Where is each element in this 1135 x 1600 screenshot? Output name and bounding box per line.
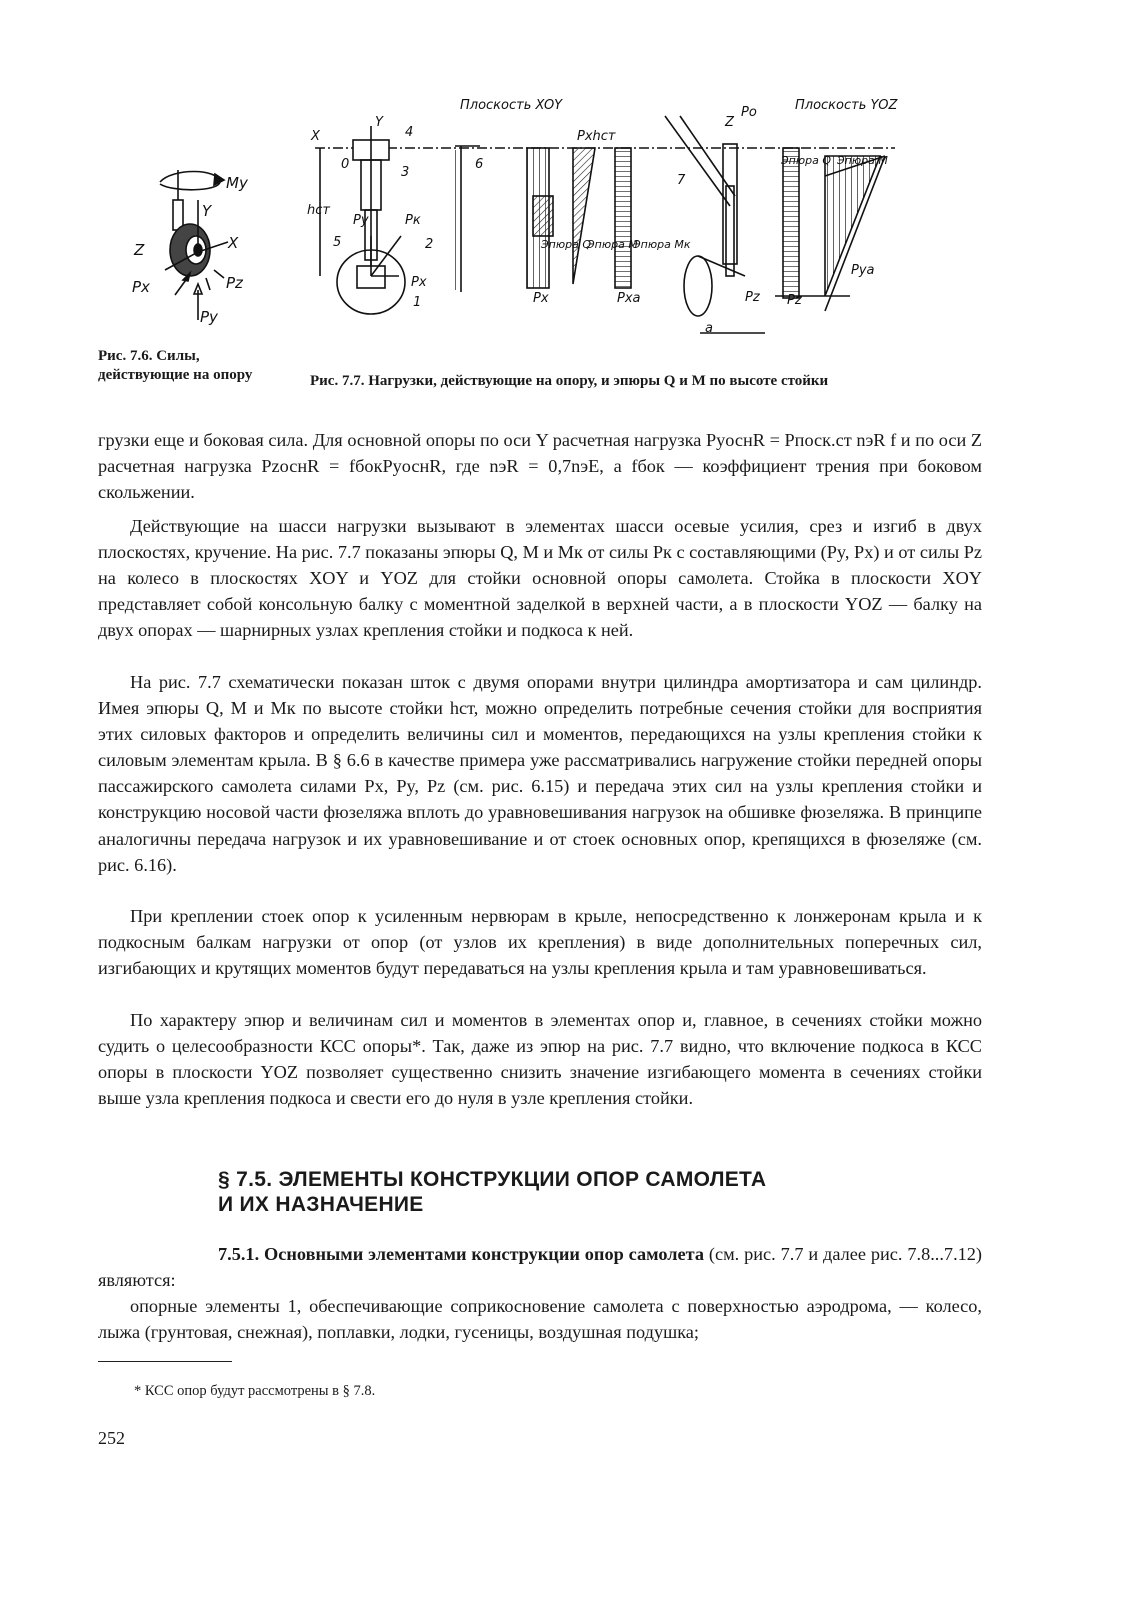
label-epm2: Эпюра M (837, 154, 888, 167)
paragraph-6-lead: 7.5.1. Основными элементами конструкции опор самолета (218, 1244, 704, 1264)
label-hcm: hст (307, 203, 330, 218)
figure-7-6-drawing (120, 160, 270, 335)
label-z: Z (725, 115, 734, 130)
label-n3: 3 (401, 165, 410, 180)
label-pxa: Pxa (617, 291, 641, 306)
label-pxhcm: Pxhст (577, 129, 616, 144)
label-x: X (311, 129, 320, 144)
label-plane-yoz: Плоскость YOZ (795, 98, 898, 113)
footnote-rule (98, 1361, 232, 1362)
label-epq: Эпюра Q (541, 238, 592, 251)
label-px2: Px (533, 291, 549, 306)
paragraph-5: По характеру эпюр и величинам сил и моментов в элементах опор и, главное, в сечениях стойки можно судить о целесообразности КСС опоры*. Так, даже из эпюр на рис. 7.7 видно, что включение подкоса в КСС опоры в плоскости YOZ позволяет существенно снизить значение изгибающего момента в сечениях стойки выше узла крепления подкоса и свести его до нуля в узле крепления стойки. (98, 1010, 982, 1109)
label-epm: Эпюра M (587, 238, 638, 251)
label-n7: 7 (677, 173, 686, 188)
label-my: My (226, 174, 248, 192)
label-epmk: Эпюра Mк (633, 238, 691, 251)
label-epq2: Эпюра Q (781, 154, 832, 167)
label-pz2: Pz (787, 293, 802, 308)
paragraph-7: опорные элементы 1, обеспечивающие соприкосновение самолета с поверхностью аэродрома, — колесо, лыжа (грунтовая, снежная), поплавки, лодки, гусеницы, воздушная подушка; (98, 1296, 982, 1343)
label-pk: Pк (405, 213, 421, 228)
label-n6: 6 (475, 157, 484, 172)
label-n5: 5 (333, 235, 342, 250)
label-px: Px (132, 278, 150, 296)
section-heading-line-2: И ИХ НАЗНАЧЕНИЕ (218, 1193, 424, 1216)
figure-7-7-caption: Рис. 7.7. Нагрузки, действующие на опору, и эпюры Q и M по высоте стойки (310, 373, 829, 389)
label-n2: 2 (425, 237, 434, 252)
section-heading-line-1: § 7.5. ЭЛЕМЕНТЫ КОНСТРУКЦИИ ОПОР САМОЛЕТА (218, 1168, 767, 1191)
label-po: Po (741, 105, 757, 120)
label-n4: 4 (405, 125, 414, 140)
label-x: X (228, 234, 239, 252)
paragraph-6 (98, 1241, 982, 1293)
footnote: * КСС опор будут рассмотрены в § 7.8. (134, 1383, 376, 1399)
label-z: Z (134, 241, 145, 259)
figure-7-6 (120, 160, 270, 335)
label-px: Px (411, 275, 427, 290)
label-o: 0 (341, 157, 350, 172)
figure-7-7 (305, 96, 905, 346)
label-pz: Pz (745, 290, 760, 305)
figure-7-7-drawing (305, 96, 905, 346)
paragraph-6-rest: (см. рис. 7.7 и далее рис. 7.8...7.12) являются: (98, 1244, 983, 1291)
paragraph-2: Действующие на шасси нагрузки вызывают в элементах шасси осевые усилия, срез и изгиб в двух плоскостях, кручение. На рис. 7.7 показаны эпюры Q, M и Mк от силы Pк с составляющими (Py, Px) и от силы Pz на колесо в плоскостях XOY и YOZ для стойки основной опоры самолета. Стойка в плоскости XOY представляет собой консольную балку с моментной заделкой в верхней части, а в плоскости YOZ — балку на двух опорах — шарнирных узлах крепления стойки и подкоса к ней. (98, 516, 982, 641)
figure-7-6-caption: Рис. 7.6. Силы, действующие на опору (98, 348, 253, 383)
paragraph-1: грузки еще и боковая сила. Для основной опоры по оси Y расчетная нагрузка PyоснR = Pпоск.ст nэR f и по оси Z расчетная нагрузка PzоснR = fбокPyоснR, где nэR = 0,7nэE, а fбок — коэффициент трения при боковом скольжении. (98, 430, 982, 503)
paragraph-3: На рис. 7.7 схематически показан шток с двумя опорами внутри цилиндра амортизатора и сам цилиндр. Имея эпюры Q, M и Mк по высоте стойки hст, можно определить потребные сечения стойки для восприятия этих силовых факторов и определить величины сил и моментов, передающихся на узлы крепления стойки к силовым элементам крыла. В § 6.6 в качестве примера уже рассматривались нагружение стойки передней опоры пассажирского самолета силами Px, Py, Pz (см. рис. 6.15) и передача этих сил на узлы крепления стойки и конструкцию носовой части фюзеляжа вплоть до уравновешивания нагрузок на обшивке фюзеляжа. В принципе аналогичны передача нагрузок и их уравновешивание и от стоек основных опор, крепящихся в фюзеляже (см. рис. 6.16). (98, 672, 982, 875)
label-a: a (705, 321, 713, 336)
label-pya: Pya (851, 263, 875, 278)
label-y: Y (375, 115, 383, 130)
label-py: Py (200, 308, 218, 326)
label-py: Py (353, 213, 369, 228)
label-pz: Pz (226, 274, 243, 292)
label-plane-xoy: Плоскость XOY (460, 98, 563, 113)
page-number: 252 (98, 1428, 125, 1448)
label-y: Y (202, 202, 212, 220)
label-n1: 1 (413, 295, 422, 310)
paragraph-4: При креплении стоек опор к усиленным нервюрам в крыле, непосредственно к лонжеронам крыла и к подкосным балкам нагрузки от опор (от узлов их крепления) в виде дополнительных поперечных сил, изгибающих и крутящих моментов будут передаваться на узлы крепления крыла и там уравновешиваться. (98, 906, 982, 979)
